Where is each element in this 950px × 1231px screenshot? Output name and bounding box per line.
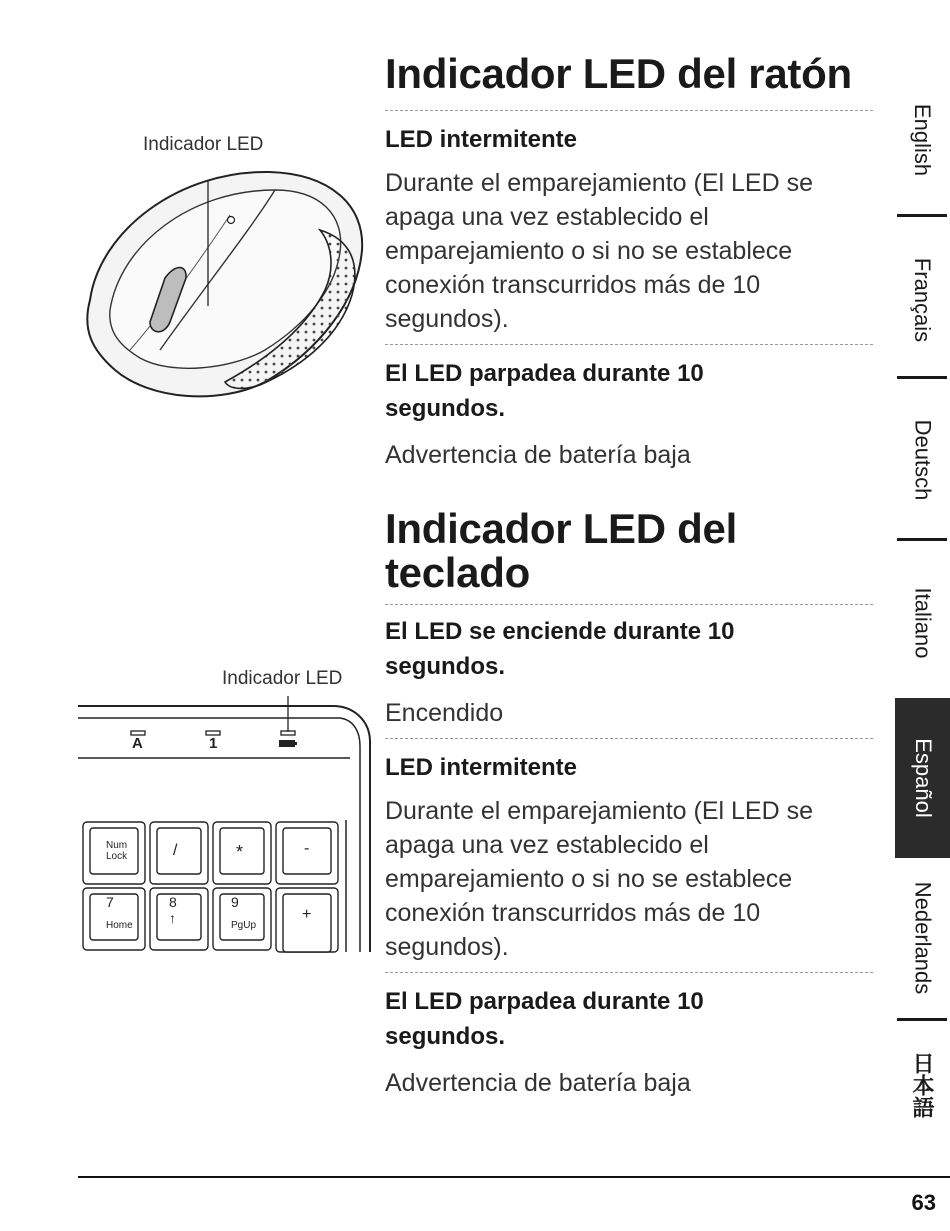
key-eight-label: 8 [169, 894, 177, 910]
footer-divider [78, 1176, 950, 1178]
key-num-lock-label: Num [106, 840, 128, 851]
num-lock-indicator-label: 1 [209, 735, 218, 752]
keyboard-blinking-text: Durante el emparejamiento (El LED se apaga una vez establecido el emparejamiento o si no se establece conexión transcurridos más de 10 segundos). [385, 797, 813, 961]
page-number: 63 [911, 1190, 936, 1215]
keyboard-on-text: Encendido [385, 699, 504, 727]
key-home-label: Home [106, 920, 133, 931]
key-seven-label: 7 [106, 894, 114, 910]
key-up-arrow-icon: ↑ [169, 910, 176, 926]
caps-lock-indicator-label: A [132, 735, 143, 752]
key-num-lock-label-2: Lock [106, 851, 128, 862]
mouse-battery-heading: El LED parpadea durante 10 segundos. [385, 360, 704, 422]
tab-italiano[interactable]: Italiano [910, 587, 936, 658]
tab-espanol[interactable]: Español [895, 698, 950, 858]
keyboard-illustration [78, 690, 378, 955]
mouse-led-title: Indicador LED del ratón [385, 50, 852, 97]
tab-francais[interactable]: Français [910, 257, 936, 343]
keyboard-led-caption: Indicador LED [222, 668, 343, 689]
keyboard-battery-heading: El LED parpadea durante 10 segundos. [385, 988, 704, 1050]
mouse-led-caption: Indicador LED [143, 134, 264, 155]
mouse-illustration [70, 160, 370, 405]
key-pgup-label: PgUp [231, 920, 257, 931]
mouse-blinking-text: Durante el emparejamiento (El LED se apaga una vez establecido el emparejamiento o si no se establece conexión transcurridos más de 10 segundos). [385, 169, 813, 333]
key-asterisk-label: * [236, 842, 244, 862]
key-slash-label: / [173, 842, 178, 859]
keyboard-led-title: Indicador LED del teclado [385, 505, 737, 596]
key-nine-label: 9 [231, 894, 239, 910]
tab-japanese[interactable]: 日本語 [910, 1052, 935, 1118]
key-plus-label: + [302, 906, 312, 923]
keyboard-on-heading: El LED se enciende durante 10 segundos. [385, 618, 735, 680]
keyboard-battery-text: Advertencia de batería baja [385, 1069, 691, 1097]
tab-deutsch[interactable]: Deutsch [910, 419, 936, 501]
tab-english[interactable]: English [910, 103, 936, 177]
mouse-battery-text: Advertencia de batería baja [385, 441, 691, 469]
mouse-blinking-heading: LED intermitente [385, 126, 578, 153]
tab-nederlands[interactable]: Nederlands [910, 881, 936, 994]
key-minus-label: - [304, 840, 310, 857]
keyboard-blinking-heading: LED intermitente [385, 754, 578, 781]
